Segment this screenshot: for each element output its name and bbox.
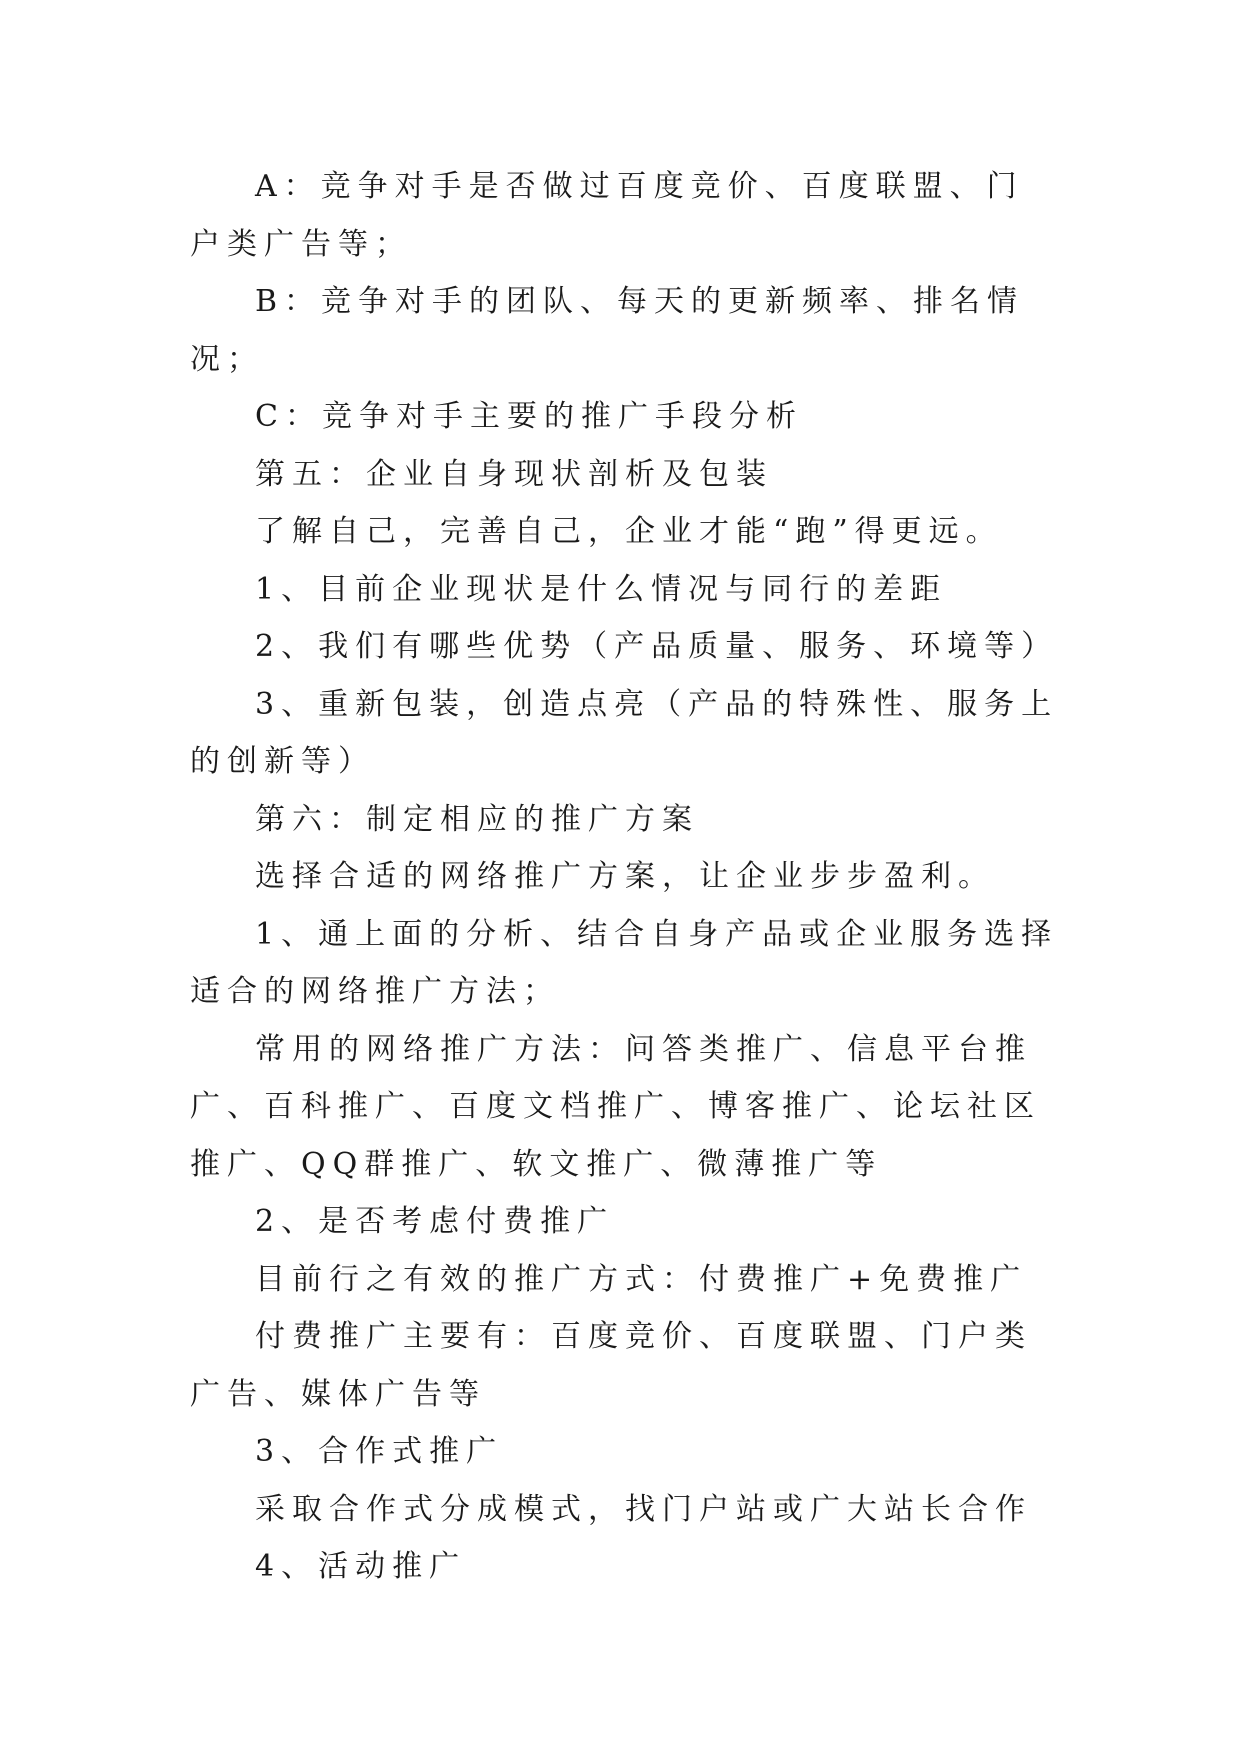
section-heading-six: 第六：制定相应的推广方案 bbox=[255, 801, 699, 837]
paragraph-competitor-methods: C：竞争对手主要的推广手段分析 bbox=[255, 399, 803, 434]
paragraph-paid-types: 付费推广主要有：百度竞价、百度联盟、门户类广告、媒体广告等 bbox=[190, 1319, 1032, 1412]
paragraph-cooperative-model: 采取合作式分成模式，找门户站或广大站长合作 bbox=[255, 1491, 1032, 1527]
paragraph-effective-methods: 目前行之有效的推广方式：付费推广+免费推广 bbox=[255, 1261, 1028, 1297]
list-item-cooperative-promotion: 3、合作式推广 bbox=[255, 1434, 504, 1469]
paragraph-competitor-team: B：竞争对手的团队、每天的更新频率、排名情况； bbox=[190, 284, 1025, 377]
paragraph-common-methods: 常用的网络推广方法：问答类推广、信息平台推广、百科推广、百度文档推广、博客推广、论坛社区推广、QQ群推广、软文推广、微薄推广等 bbox=[190, 1031, 1041, 1182]
list-item-advantages: 2、我们有哪些优势（产品质量、服务、环境等） bbox=[255, 629, 1059, 664]
paragraph-competitor-ads: A：竞争对手是否做过百度竞价、百度联盟、门户类广告等； bbox=[190, 169, 1024, 262]
list-item-repackaging: 3、重新包装，创造点亮（产品的特殊性、服务上的创新等） bbox=[190, 686, 1059, 779]
paragraph-choose-plan: 选择合适的网络推广方案，让企业步步盈利。 bbox=[255, 859, 995, 894]
paragraph-know-yourself: 了解自己，完善自己，企业才能“跑”得更远。 bbox=[255, 514, 1003, 549]
list-item-event-promotion: 4、活动推广 bbox=[255, 1549, 467, 1584]
list-item-paid-promotion: 2、是否考虑付费推广 bbox=[255, 1204, 615, 1239]
list-item-current-status: 1、目前企业现状是什么情况与同行的差距 bbox=[255, 571, 948, 607]
document-body bbox=[190, 158, 1060, 1596]
section-heading-five: 第五：企业自身现状剖析及包装 bbox=[255, 456, 773, 492]
list-item-choose-methods: 1、通上面的分析、结合自身产品或企业服务选择适合的网络推广方法； bbox=[190, 916, 1059, 1009]
